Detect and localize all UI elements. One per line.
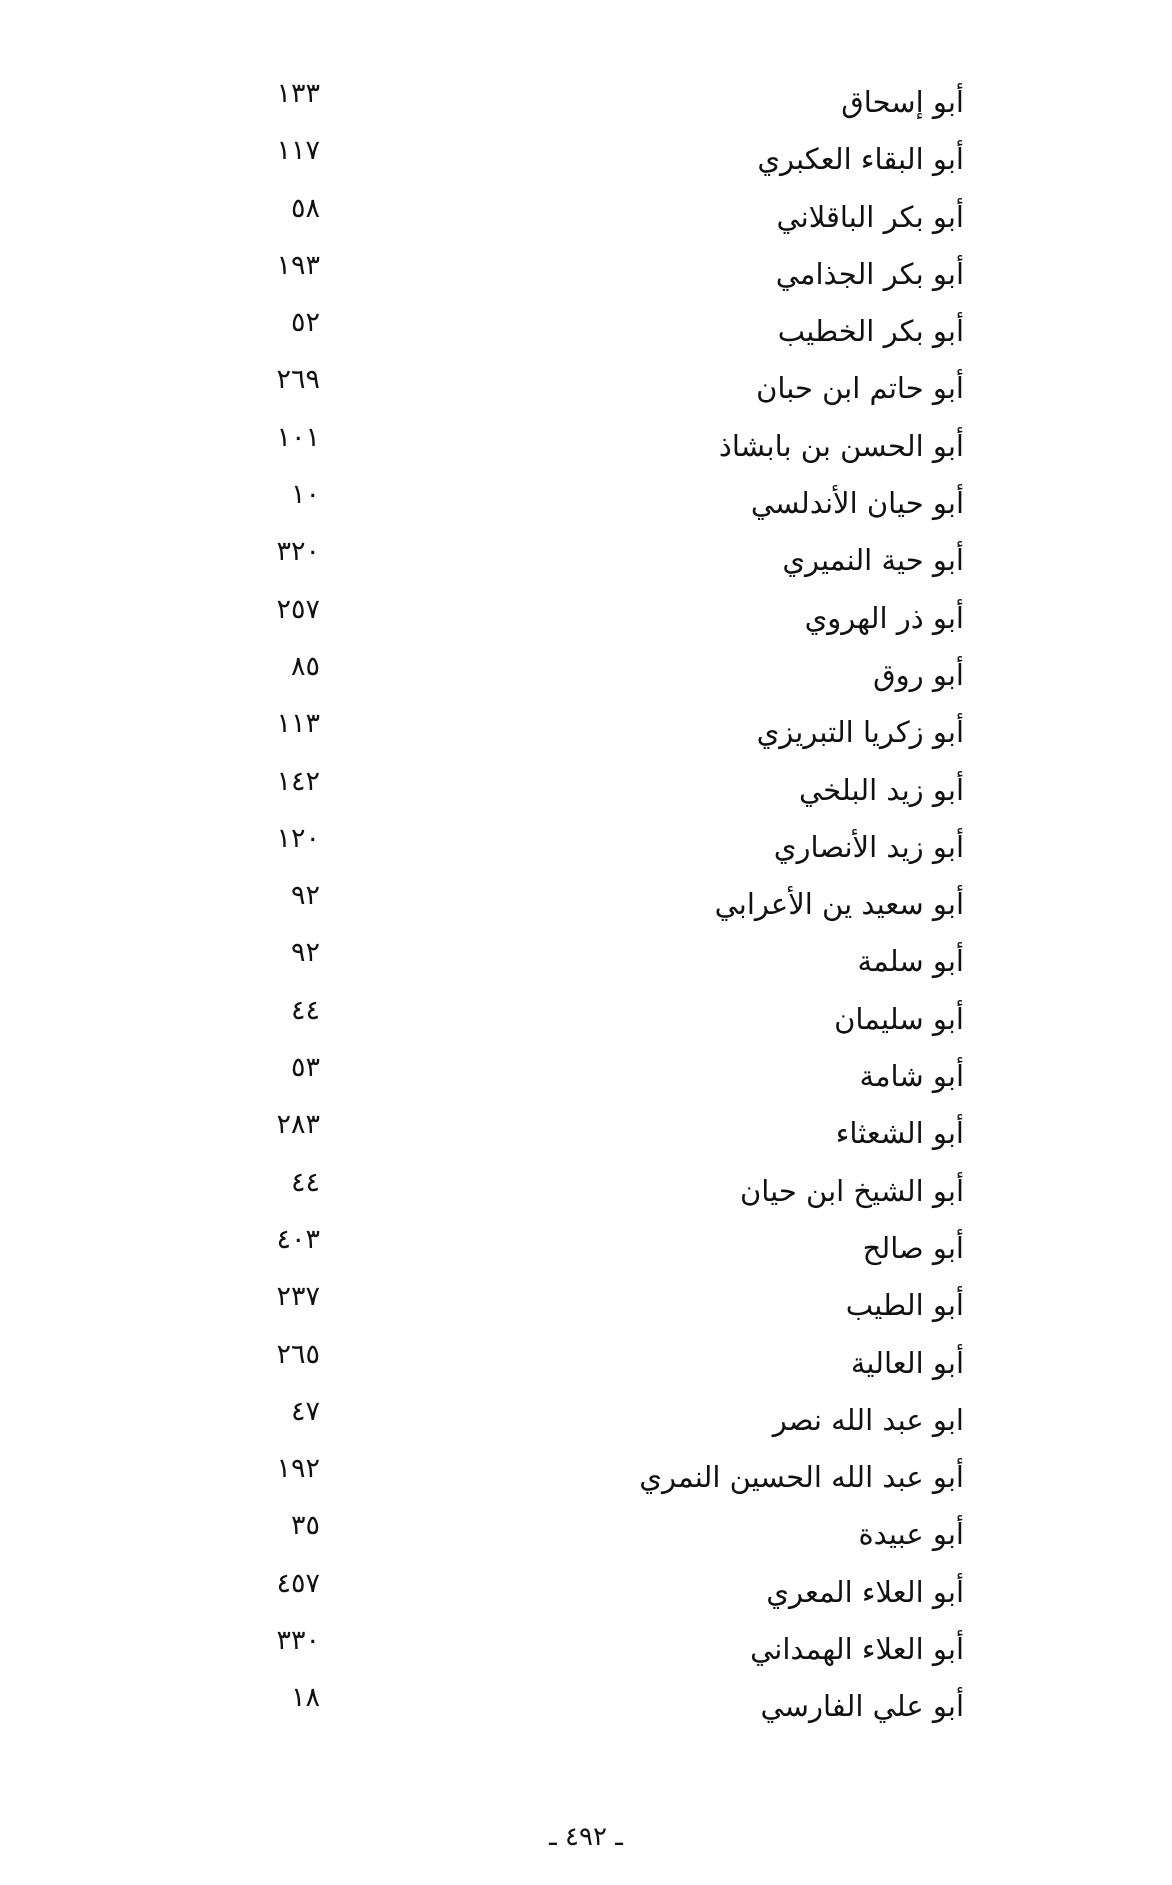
entry-name: أبو بكر الباقلاني <box>776 199 964 234</box>
entry-page-number: ٨٥ <box>290 650 320 682</box>
index-entry <box>0 1682 1172 1743</box>
entry-page-number: ٢٥٧ <box>276 593 320 625</box>
entry-name: أبو زيد البلخي <box>799 772 964 807</box>
index-entry <box>0 994 1172 1056</box>
index-entry <box>0 822 1172 884</box>
entry-page-number: ١٠ <box>290 479 320 511</box>
index-entry <box>0 536 1172 597</box>
entry-name: أبو الشيخ ابن حيان <box>739 1173 964 1208</box>
index-entry <box>0 1510 1172 1571</box>
entry-name: أبو شامة <box>859 1059 964 1094</box>
entry-page-number: ١٣٣ <box>276 78 320 109</box>
index-entry <box>0 1109 1172 1170</box>
entry-name: أبو سليمان <box>834 1001 964 1036</box>
index-entry <box>0 1166 1172 1228</box>
index-entry <box>0 708 1172 769</box>
entry-name: أبو حاتم ابن حبان <box>756 371 964 406</box>
entry-page-number: ٩٢ <box>290 880 320 912</box>
entry-name: أبو زيد الأنصاري <box>773 829 964 864</box>
entry-page-number: ١٩٣ <box>276 249 320 281</box>
entry-page-number: ٤٧ <box>290 1395 320 1427</box>
index-list <box>0 78 1172 1744</box>
entry-name: أبو عبيدة <box>858 1517 964 1552</box>
entry-page-number: ٤٥٧ <box>276 1567 320 1599</box>
entry-name: أبو إسحاق <box>841 85 964 119</box>
entry-page-number: ٤٠٣ <box>276 1223 320 1255</box>
index-entry <box>0 421 1172 483</box>
entry-page-number: ١٨ <box>290 1682 320 1714</box>
index-entry <box>0 1281 1172 1342</box>
entry-name: أبو الطيب <box>845 1288 964 1323</box>
entry-name: ابو عبد الله نصر <box>772 1402 964 1437</box>
page-number: ـ ٤٩٢ ـ <box>549 1822 623 1852</box>
index-entry <box>0 1567 1172 1629</box>
entry-name: أبو زكريا التبريزي <box>756 715 964 750</box>
entry-page-number: ١٠١ <box>276 421 320 453</box>
index-entry <box>0 1625 1172 1686</box>
index-entry <box>0 880 1172 941</box>
index-entry <box>0 593 1172 655</box>
entry-name: أبو بكر الخطيب <box>777 314 964 349</box>
index-entry <box>0 937 1172 998</box>
entry-page-number: ٣٥ <box>290 1510 320 1542</box>
entry-name: أبو العلاء المعري <box>766 1574 964 1609</box>
entry-name: أبو حية النميري <box>782 543 964 578</box>
entry-name: أبو علي الفارسي <box>760 1689 964 1724</box>
entry-page-number: ١١٧ <box>276 135 320 167</box>
entry-page-number: ٣٣٠ <box>276 1625 320 1657</box>
index-entry <box>0 78 1172 139</box>
index-entry <box>0 650 1172 712</box>
entry-name: أبو العلاء الهمداني <box>750 1632 964 1667</box>
entry-name: أبو عبد الله الحسين النمري <box>639 1460 964 1495</box>
entry-name: أبو حيان الأندلسي <box>750 486 964 521</box>
entry-page-number: ٥٣ <box>290 1052 320 1084</box>
index-entry <box>0 307 1172 368</box>
index-entry <box>0 1453 1172 1514</box>
index-entry <box>0 1338 1172 1400</box>
entry-page-number: ١٢٠ <box>276 822 320 854</box>
entry-name: أبو العالية <box>850 1345 964 1380</box>
entry-name: أبو البقاء العكبري <box>757 142 964 177</box>
entry-page-number: ٤٤ <box>290 994 320 1026</box>
entry-name: أبو بكر الجذامي <box>775 256 964 291</box>
entry-name: أبو الحسن بن بابشاذ <box>718 428 964 463</box>
entry-page-number: ٢٦٥ <box>276 1338 320 1370</box>
index-entry <box>0 1223 1172 1285</box>
entry-page-number: ٥٢ <box>290 307 320 339</box>
entry-page-number: ١٤٢ <box>276 765 320 797</box>
entry-page-number: ٢٦٩ <box>276 364 320 396</box>
entry-name: أبو سعيد ين الأعرابي <box>714 887 964 922</box>
entry-name: أبو ذر الهروي <box>804 600 964 635</box>
index-entry <box>0 1395 1172 1457</box>
index-entry <box>0 479 1172 540</box>
entry-page-number: ١١٣ <box>276 708 320 740</box>
entry-name: أبو سلمة <box>857 944 964 979</box>
index-entry <box>0 135 1172 196</box>
entry-page-number: ١٩٢ <box>276 1453 320 1485</box>
index-entry <box>0 192 1172 254</box>
entry-page-number: ٤٤ <box>290 1166 320 1198</box>
entry-name: أبو روق <box>873 657 964 692</box>
entry-name: أبو الشعثاء <box>835 1116 964 1151</box>
entry-page-number: ٩٢ <box>290 937 320 969</box>
entry-page-number: ٥٨ <box>290 192 320 224</box>
index-entry <box>0 1052 1172 1113</box>
entry-page-number: ٢٣٧ <box>276 1281 320 1313</box>
entry-page-number: ٢٨٣ <box>276 1109 320 1141</box>
index-entry <box>0 765 1172 827</box>
index-entry <box>0 249 1172 311</box>
entry-page-number: ٣٢٠ <box>276 536 320 568</box>
index-entry <box>0 364 1172 425</box>
entry-name: أبو صالح <box>862 1230 964 1265</box>
